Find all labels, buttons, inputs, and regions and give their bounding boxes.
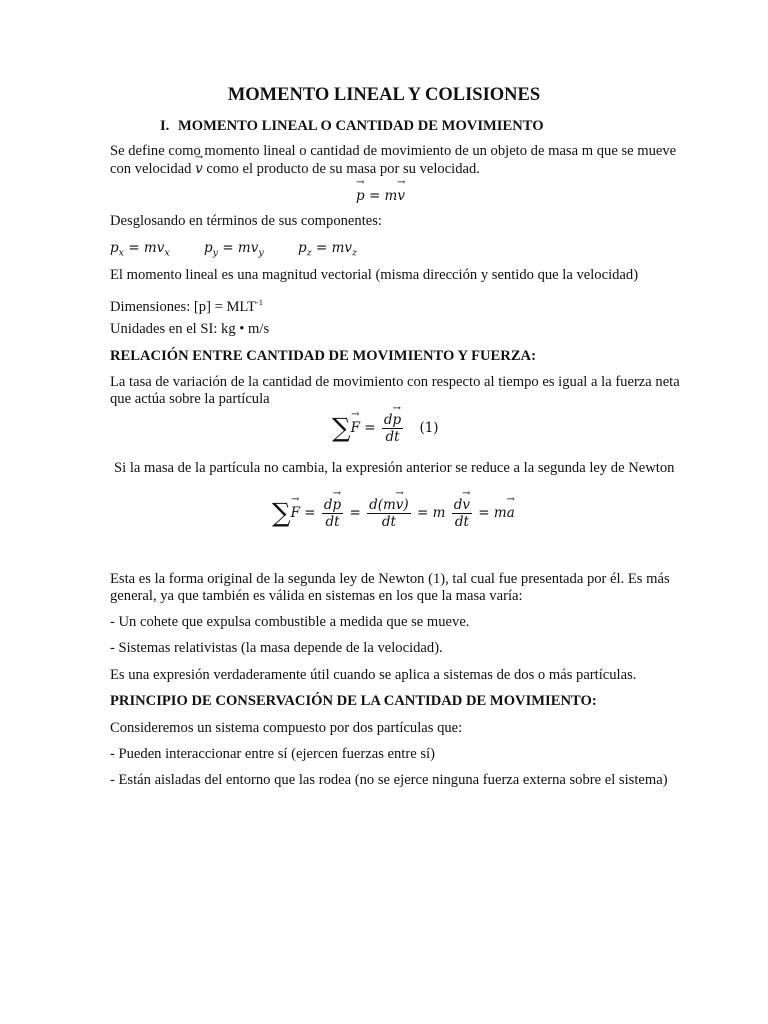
definition-text-a: con velocidad bbox=[110, 161, 196, 177]
equation-label: (1) bbox=[419, 420, 439, 436]
equation-newton-second-law: ∑F → = $\frac{dp \to}{dt}$ = $\frac{d(mv \to)}{dt}$ = m $\frac{dv \to}{dt}$ = ma → bbox=[272, 497, 515, 530]
heading-relation: RELACIÓN ENTRE CANTIDAD DE MOVIMIENTO Y FUERZA: bbox=[110, 348, 536, 364]
rate-line-1: La tasa de variación de la cantidad de movimiento con respecto al tiempo es igual a la fuerza neta bbox=[110, 374, 680, 390]
units-text: Unidades en el SI: kg • m/s bbox=[110, 321, 270, 337]
equation-momentum: p → = mv → bbox=[356, 188, 405, 204]
dimensions-label: Dimensiones: [p] = MLT bbox=[110, 298, 256, 315]
section-heading: MOMENTO LINEAL O CANTIDAD DE MOVIMIENTO bbox=[178, 118, 544, 134]
definition-line-2 bbox=[110, 160, 480, 178]
dimensions-text bbox=[110, 293, 263, 316]
equation-force-momentum: ∑F → = $\frac{dp \to}{dt}$ (1) bbox=[332, 412, 439, 445]
useful-expression-text: Es una expresión verdaderamente útil cuando se aplica a sistemas de dos o más partículas. bbox=[110, 667, 637, 683]
heading-conservation: PRINCIPIO DE CONSERVACIÓN DE LA CANTIDAD DE MOVIMIENTO: bbox=[110, 693, 597, 709]
page-title: MOMENTO LINEAL Y COLISIONES bbox=[227, 85, 541, 105]
list-item: - Sistemas relativistas (la masa depende de la velocidad). bbox=[110, 640, 443, 656]
section-number: I. bbox=[160, 118, 170, 134]
vector-magnitude-text: El momento lineal es una magnitud vectorial (misma dirección y sentido que la velocidad) bbox=[110, 267, 639, 283]
equation-px: $p_x = mv_x$ bbox=[110, 240, 170, 259]
list-item: - Están aisladas del entorno que las rodea (no se ejerce ninguna fuerza externa sobre el sistema) bbox=[110, 772, 668, 788]
definition-line-1: Se define como momento lineal o cantidad de movimiento de un objeto de masa m que se mueve bbox=[110, 143, 677, 159]
equation-pz: $p_z = mv_z$ bbox=[298, 240, 358, 259]
consider-system-text: Consideremos un sistema compuesto por dos partículas que: bbox=[110, 720, 463, 736]
definition-text-b: como el producto de su masa por su velocidad. bbox=[202, 161, 480, 177]
mass-constant-text: Si la masa de la partícula no cambia, la expresión anterior se reduce a la segunda ley de Newton bbox=[114, 460, 675, 476]
components-intro: Desglosando en términos de sus componentes: bbox=[110, 213, 382, 229]
original-form-line-2: general, ya que también es válida en sistemas en los que la masa varía: bbox=[110, 588, 523, 604]
dimensions-exponent: -1 bbox=[255, 297, 264, 307]
list-item: - Un cohete que expulsa combustible a medida que se mueve. bbox=[110, 614, 470, 630]
rate-line-2: que actúa sobre la partícula bbox=[110, 391, 270, 407]
equation-py: $p_y = mv_y$ bbox=[204, 240, 264, 259]
velocity-vector-symbol: v → bbox=[195, 161, 203, 177]
original-form-line-1: Esta es la forma original de la segunda ley de Newton (1), tal cual fue presentada por él. Es más bbox=[110, 571, 670, 587]
list-item: - Pueden interaccionar entre sí (ejercen fuerzas entre sí) bbox=[110, 746, 435, 762]
